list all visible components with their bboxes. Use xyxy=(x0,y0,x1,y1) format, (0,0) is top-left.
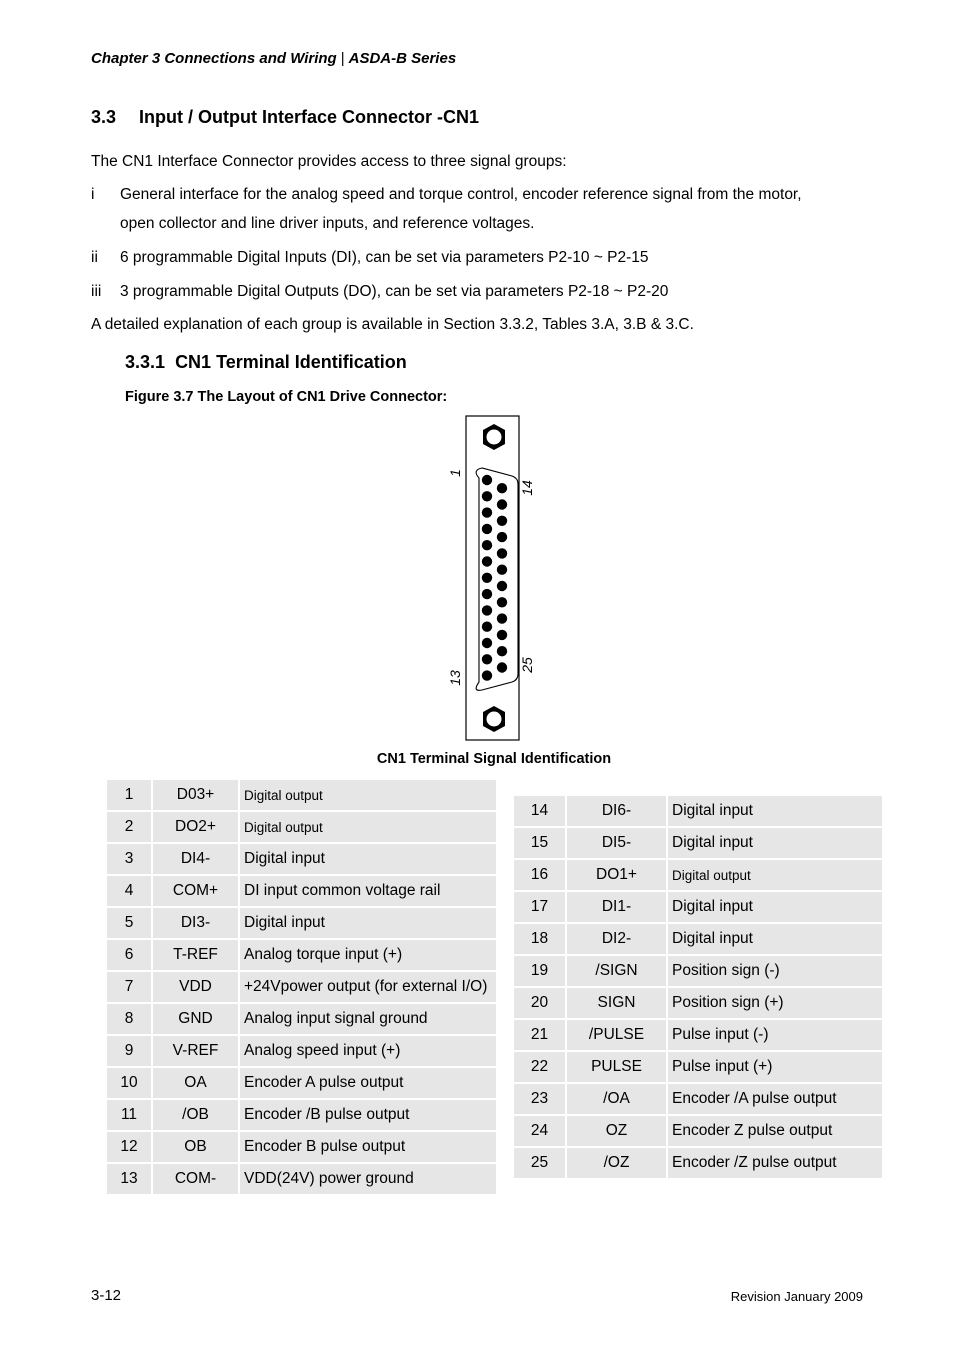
signal-name-cell: OZ xyxy=(567,1116,668,1148)
pin-number-cell: 15 xyxy=(514,828,567,860)
table-row xyxy=(107,1132,498,1164)
list-item-text: 3 programmable Digital Outputs (DO), can be set via parameters P2-18 ~ P2-20 xyxy=(120,283,669,300)
signal-name-cell: PULSE xyxy=(567,1052,668,1084)
description-cell: Pulse input (+) xyxy=(668,1052,884,1084)
pin-11 xyxy=(482,638,492,648)
table-row xyxy=(107,1036,498,1068)
list-item-text: open collector and line driver inputs, and reference voltages. xyxy=(120,215,535,232)
table-row xyxy=(514,828,884,860)
pin-label-13: 13 xyxy=(447,670,463,686)
signal-name-cell: D03+ xyxy=(153,780,240,812)
signal-name-cell: /OZ xyxy=(567,1148,668,1180)
pin-number-cell: 24 xyxy=(514,1116,567,1148)
pin-21 xyxy=(497,597,507,607)
pin-13 xyxy=(482,670,492,680)
cn1-connector-diagram xyxy=(440,412,560,744)
table-row xyxy=(514,1052,884,1084)
pin-number-cell: 23 xyxy=(514,1084,567,1116)
table-row xyxy=(107,876,498,908)
list-marker: ii xyxy=(91,249,98,266)
description-cell: Digital input xyxy=(668,892,884,924)
pin-18 xyxy=(497,548,507,558)
pin-number-cell: 17 xyxy=(514,892,567,924)
table-row xyxy=(107,780,498,812)
section-title: Input / Output Interface Connector -CN1 xyxy=(139,107,479,127)
subsection-title: CN1 Terminal Identification xyxy=(175,352,407,372)
pin-number-cell: 25 xyxy=(514,1148,567,1180)
running-header xyxy=(91,50,456,67)
signal-name-cell: OA xyxy=(153,1068,240,1100)
description-cell: Pulse input (-) xyxy=(668,1020,884,1052)
list-marker: iii xyxy=(91,283,102,300)
header-chapter: Chapter 3 Connections and Wiring xyxy=(91,50,337,67)
pin-8 xyxy=(482,589,492,599)
description-cell: Encoder /Z pulse output xyxy=(668,1148,884,1180)
signal-name-cell: VDD xyxy=(153,972,240,1004)
table-row xyxy=(107,908,498,940)
signal-name-cell: DO1+ xyxy=(567,860,668,892)
description-cell: Position sign (-) xyxy=(668,956,884,988)
page-number: 3-12 xyxy=(91,1287,122,1304)
description-cell: Analog input signal ground xyxy=(240,1004,498,1036)
pin-10 xyxy=(482,622,492,632)
description-cell: Analog torque input (+) xyxy=(240,940,498,972)
signal-name-cell: DI6- xyxy=(567,796,668,828)
subsection-number: 3.3.1 xyxy=(125,352,166,372)
signal-name-cell: /OA xyxy=(567,1084,668,1116)
table-row xyxy=(514,988,884,1020)
pin-number-cell: 19 xyxy=(514,956,567,988)
pin-number-cell: 20 xyxy=(514,988,567,1020)
table-row xyxy=(107,844,498,876)
pin-4 xyxy=(482,524,492,534)
header-series: ASDA-B Series xyxy=(348,50,457,67)
signal-name-cell: V-REF xyxy=(153,1036,240,1068)
pin-number-cell: 12 xyxy=(107,1132,153,1164)
table-row xyxy=(514,956,884,988)
table-caption: CN1 Terminal Signal Identification xyxy=(376,751,612,767)
section-heading xyxy=(91,107,479,128)
pin-number-cell: 7 xyxy=(107,972,153,1004)
pin-label-1: 1 xyxy=(447,469,463,477)
signal-name-cell: DI1- xyxy=(567,892,668,924)
pin-number-cell: 3 xyxy=(107,844,153,876)
pin-5 xyxy=(482,540,492,550)
description-cell: Digital input xyxy=(668,924,884,956)
pin-25 xyxy=(497,662,507,672)
table-row xyxy=(107,1004,498,1036)
terminal-table-left xyxy=(107,780,498,1196)
pin-7 xyxy=(482,573,492,583)
pin-number-cell: 11 xyxy=(107,1100,153,1132)
pin-number-cell: 14 xyxy=(514,796,567,828)
pin-number-cell: 10 xyxy=(107,1068,153,1100)
table-row xyxy=(514,1020,884,1052)
signal-name-cell: /SIGN xyxy=(567,956,668,988)
pin-number-cell: 9 xyxy=(107,1036,153,1068)
pin-2 xyxy=(482,491,492,501)
detail-paragraph: A detailed explanation of each group is available in Section 3.3.2, Tables 3.A, 3.B & 3.C. xyxy=(91,316,694,333)
table-row xyxy=(514,1148,884,1180)
pin-15 xyxy=(497,499,507,509)
pin-14 xyxy=(497,483,507,493)
list-item-text: 6 programmable Digital Inputs (DI), can be set via parameters P2-10 ~ P2-15 xyxy=(120,249,649,266)
signal-name-cell: DI4- xyxy=(153,844,240,876)
pin-6 xyxy=(482,556,492,566)
list-item-text: General interface for the analog speed and torque control, encoder reference signal from the motor, xyxy=(120,186,802,203)
description-cell: Encoder /B pulse output xyxy=(240,1100,498,1132)
list-marker: i xyxy=(91,186,95,203)
pin-number-cell: 13 xyxy=(107,1164,153,1196)
signal-name-cell: /PULSE xyxy=(567,1020,668,1052)
description-cell: Digital input xyxy=(668,796,884,828)
pin-number-cell: 2 xyxy=(107,812,153,844)
pin-number-cell: 6 xyxy=(107,940,153,972)
pin-22 xyxy=(497,613,507,623)
revision-note: Revision January 2009 xyxy=(730,1289,863,1304)
terminal-table-right xyxy=(514,796,884,1180)
signal-name-cell: DO2+ xyxy=(153,812,240,844)
pin-17 xyxy=(497,532,507,542)
signal-name-cell: GND xyxy=(153,1004,240,1036)
pin-label-25: 25 xyxy=(519,657,535,673)
description-cell: Analog speed input (+) xyxy=(240,1036,498,1068)
description-cell: Digital output xyxy=(668,860,884,892)
description-cell: Digital input xyxy=(240,908,498,940)
pin-16 xyxy=(497,516,507,526)
description-cell: Encoder Z pulse output xyxy=(668,1116,884,1148)
description-cell: DI input common voltage rail xyxy=(240,876,498,908)
signal-name-cell: COM+ xyxy=(153,876,240,908)
section-number: 3.3 xyxy=(91,107,117,127)
table-row xyxy=(514,892,884,924)
description-cell: Encoder /A pulse output xyxy=(668,1084,884,1116)
signal-name-cell: T-REF xyxy=(153,940,240,972)
pin-number-cell: 22 xyxy=(514,1052,567,1084)
pin-number-cell: 8 xyxy=(107,1004,153,1036)
pin-24 xyxy=(497,646,507,656)
description-cell: Digital input xyxy=(240,844,498,876)
pin-23 xyxy=(497,630,507,640)
pin-number-cell: 21 xyxy=(514,1020,567,1052)
table-row xyxy=(107,1100,498,1132)
subsection-heading xyxy=(125,352,407,373)
description-cell: Digital input xyxy=(668,828,884,860)
figure-caption: Figure 3.7 The Layout of CN1 Drive Connector: xyxy=(125,389,448,405)
description-cell: VDD(24V) power ground xyxy=(240,1164,498,1196)
description-cell: Digital output xyxy=(240,812,498,844)
header-separator: | xyxy=(340,50,345,67)
pin-number-cell: 4 xyxy=(107,876,153,908)
pin-3 xyxy=(482,507,492,517)
signal-name-cell: COM- xyxy=(153,1164,240,1196)
pin-label-14: 14 xyxy=(519,480,535,496)
connector-body xyxy=(466,416,519,740)
signal-name-cell: DI2- xyxy=(567,924,668,956)
table-row xyxy=(514,1116,884,1148)
description-cell: +24Vpower output (for external I/O) xyxy=(240,972,498,1004)
intro-paragraph: The CN1 Interface Connector provides access to three signal groups: xyxy=(91,153,567,170)
pin-number-cell: 5 xyxy=(107,908,153,940)
pin-12 xyxy=(482,654,492,664)
description-cell: Encoder A pulse output xyxy=(240,1068,498,1100)
pin-19 xyxy=(497,565,507,575)
pin-20 xyxy=(497,581,507,591)
pin-number-cell: 1 xyxy=(107,780,153,812)
table-row xyxy=(514,860,884,892)
table-row xyxy=(107,940,498,972)
signal-name-cell: DI3- xyxy=(153,908,240,940)
table-row xyxy=(107,812,498,844)
signal-name-cell: DI5- xyxy=(567,828,668,860)
pin-number-cell: 16 xyxy=(514,860,567,892)
table-row xyxy=(107,1068,498,1100)
signal-name-cell: /OB xyxy=(153,1100,240,1132)
pin-9 xyxy=(482,605,492,615)
pin-1 xyxy=(482,475,492,485)
signal-name-cell: OB xyxy=(153,1132,240,1164)
pin-number-cell: 18 xyxy=(514,924,567,956)
table-row xyxy=(107,972,498,1004)
table-row xyxy=(514,796,884,828)
description-cell: Digital output xyxy=(240,780,498,812)
table-row xyxy=(514,1084,884,1116)
description-cell: Position sign (+) xyxy=(668,988,884,1020)
table-row xyxy=(514,924,884,956)
description-cell: Encoder B pulse output xyxy=(240,1132,498,1164)
table-row xyxy=(107,1164,498,1196)
signal-name-cell: SIGN xyxy=(567,988,668,1020)
signal-group-list xyxy=(0,186,954,306)
